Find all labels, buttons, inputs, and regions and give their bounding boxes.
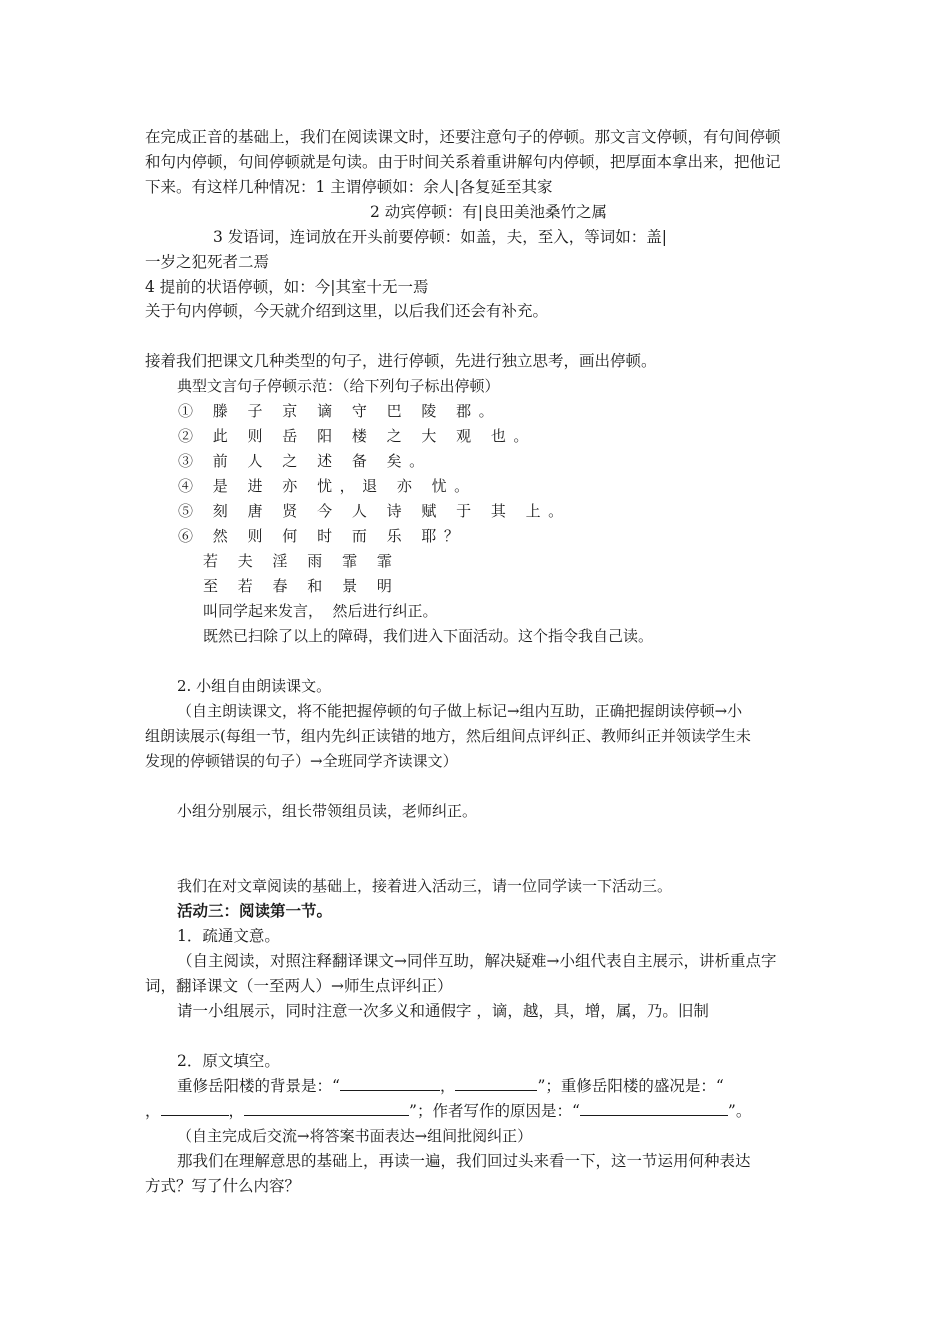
paragraph-line: 在完成正音的基础上，我们在阅读课文时，还要注意句子的停顿。那文言文停顿，有句间停顿	[145, 128, 781, 146]
example-sentence: ③ 前 人 之 述 备 矣。	[178, 452, 432, 470]
example-sentence: ⑤ 刻 唐 贤 今 人 诗 赋 于 其 上。	[178, 502, 571, 520]
activity3-intro: 我们在对文章阅读的基础上，接着进入活动三，请一位同学读一下活动三。	[177, 877, 673, 895]
demo-title: 典型文言句子停顿示范：（给下列句子标出停顿）	[177, 377, 500, 395]
fill-label: ”；作者写作的原因是：“	[409, 1102, 580, 1120]
fill-separator: ，	[228, 1102, 245, 1120]
example-sentence: ① 滕 子 京 谪 守 巴 陵 郡。	[178, 402, 502, 420]
group-show-text: 小组分别展示，组长带领组员读，老师纠正。	[177, 802, 478, 820]
pause-type-2: 2 动宾停顿：有|良田美池桑竹之属	[370, 203, 608, 221]
activity3-step1-title: 1．疏通文意。	[177, 927, 280, 945]
paragraph-line: 和句内停顿，句间停顿就是句读。由于时间关系着重讲解句内停顿，把厚面本拿出来，把他记	[145, 153, 781, 171]
step2-desc-line: （自主朗读课文，将不能把握停顿的句子做上标记→组内互助，正确把握朗读停顿→小	[177, 702, 743, 720]
pause-type-3: 3 发语词，连词放在开头前要停顿：如盖，夫，至入，等词如：盖|	[213, 228, 668, 246]
fill-blank-line	[145, 1100, 751, 1122]
fill-label: ”；重修岳阳楼的盛况是：“	[537, 1077, 724, 1095]
paragraph-line: 下来。有这样几种情况：1 主谓停顿如：余人|各复延至其家	[145, 178, 553, 196]
fill-label: 重修岳阳楼的背景是：“	[177, 1077, 340, 1095]
fill-separator: ，	[145, 1102, 161, 1120]
step2-desc-line: 发现的停顿错误的句子）→全班同学齐读课文）	[145, 752, 458, 770]
fill-separator: ，	[439, 1077, 456, 1095]
step2-title: 2. 小组自由朗读课文。	[177, 677, 332, 695]
fill-blank-line	[177, 1075, 724, 1097]
activity3-step1-note: 请一小组展示，同时注意一次多义和通假字 ，谪，越，具，增，属，乃。旧制	[177, 1002, 709, 1020]
activity3-title: 活动三：阅读第一节。	[177, 901, 333, 920]
correction-text: 叫同学起来发言， 然后进行纠正。	[203, 602, 438, 620]
example-sentence: ④ 是 进 亦 忧，退 亦 忧。	[178, 477, 477, 495]
example-sentence: ⑥ 然 则 何 时 而 乐 耶？	[178, 527, 467, 545]
activity3-step1-desc: （自主阅读，对照注释翻译课文→同伴互助，解决疑难→小组代表自主展示，讲析重点字	[177, 952, 777, 970]
activity3-step1-desc: 词，翻译课文（一至两人）→师生点评纠正）	[145, 977, 453, 995]
answer-blank[interactable]	[580, 1101, 728, 1116]
activity3-step2-title: 2．原文填空。	[177, 1052, 280, 1070]
example-sentence: 至 若 春 和 景 明	[203, 577, 400, 595]
fill-note: （自主完成后交流→将答案书面表达→组间批阅纠正）	[177, 1127, 533, 1145]
answer-blank[interactable]	[340, 1076, 440, 1091]
answer-blank[interactable]	[455, 1076, 537, 1091]
step2-desc-line: 组朗读展示(每组一节，组内先纠正读错的地方，然后组间点评纠正、教师纠正并领读学生未	[145, 727, 751, 745]
intro-conclusion: 关于句内停顿，今天就介绍到这里，以后我们还会有补充。	[145, 302, 549, 320]
pause-type-3-example: 一岁之犯死者二焉	[145, 253, 270, 271]
next-step-text: 接着我们把课文几种类型的句子，进行停顿，先进行独立思考，画出停顿。	[145, 352, 657, 370]
example-sentence: ② 此 则 岳 阳 楼 之 大 观 也。	[178, 427, 536, 445]
answer-blank[interactable]	[161, 1101, 229, 1116]
closing-text: 那我们在理解意思的基础上，再读一遍，我们回过头来看一下，这一节运用何种表达	[177, 1152, 751, 1170]
answer-blank[interactable]	[244, 1101, 409, 1116]
example-sentence: 若 夫 淫 雨 霏 霏	[203, 552, 400, 570]
fill-label: ”。	[727, 1102, 752, 1120]
pause-type-4: 4 提前的状语停顿，如：今|其室十无一焉	[145, 278, 429, 296]
closing-text: 方式？写了什么内容？	[145, 1177, 301, 1195]
proceed-text: 既然已扫除了以上的障碍，我们进入下面活动。这个指令我自己读。	[203, 627, 654, 645]
